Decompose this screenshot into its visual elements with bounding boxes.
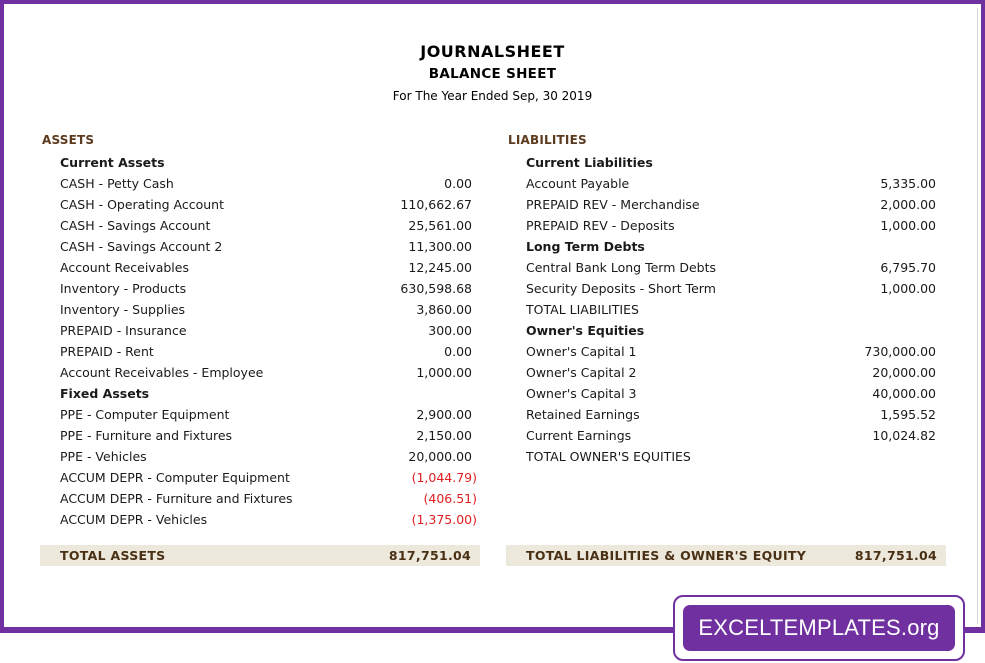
assets-section-title: ASSETS (42, 133, 95, 147)
line-item-amount: 0.00 (444, 344, 472, 359)
report-period: For The Year Ended Sep, 30 2019 (392, 89, 593, 103)
line-item-amount: 1,000.00 (880, 218, 936, 233)
brand-badge-text: EXCELTEMPLATES.org (683, 605, 955, 651)
line-item-label: Security Deposits - Short Term (526, 281, 716, 296)
line-item-row (508, 173, 944, 194)
line-item-label: CASH - Savings Account 2 (60, 239, 223, 254)
line-item-amount: 730,000.00 (864, 344, 936, 359)
line-item-row (42, 488, 480, 509)
line-item-amount: 2,000.00 (880, 197, 936, 212)
total-liabilities-equity-amount: 817,751.04 (854, 548, 937, 563)
line-item-label: TOTAL OWNER'S EQUITIES (526, 449, 691, 464)
line-item-amount: 2,150.00 (416, 428, 472, 443)
line-item-label: ACCUM DEPR - Computer Equipment (60, 470, 290, 485)
line-item-amount: 12,245.00 (408, 260, 472, 275)
line-item-row (42, 509, 480, 530)
total-liabilities-equity-label: TOTAL LIABILITIES & OWNER'S EQUITY (526, 548, 807, 563)
line-item-amount: 0.00 (444, 176, 472, 191)
line-item-label: Current Assets (60, 155, 165, 170)
company-title: JOURNALSHEET (420, 42, 565, 61)
line-item-label: Owner's Equities (526, 323, 645, 338)
line-item-label: ACCUM DEPR - Vehicles (60, 512, 208, 527)
line-item-row (42, 446, 480, 467)
line-item-label: Owner's Capital 3 (526, 386, 637, 401)
subsection-heading (42, 152, 480, 173)
line-item-row (508, 215, 944, 236)
line-item-amount: 1,000.00 (416, 365, 472, 380)
line-item-row (508, 425, 944, 446)
line-item-amount: 300.00 (428, 323, 472, 338)
report-title: BALANCE SHEET (428, 66, 557, 82)
brand-badge (673, 595, 965, 661)
line-item-label: PREPAID - Rent (60, 344, 154, 359)
line-item-row (508, 446, 944, 467)
line-item-row (508, 362, 944, 383)
liabilities-column (508, 131, 944, 467)
line-item-amount: 20,000.00 (872, 365, 936, 380)
line-item-row (42, 278, 480, 299)
line-item-row (42, 257, 480, 278)
line-item-label: Inventory - Supplies (60, 302, 186, 317)
line-item-label: CASH - Savings Account (60, 218, 211, 233)
line-item-amount: 1,595.52 (880, 407, 936, 422)
line-item-label: PREPAID REV - Deposits (526, 218, 675, 233)
total-assets-row (40, 545, 480, 566)
total-liabilities-equity-row (506, 545, 946, 566)
line-item-row (42, 173, 480, 194)
line-item-label: Current Earnings (526, 428, 632, 443)
line-item-label: PPE - Computer Equipment (60, 407, 230, 422)
line-item-label: Owner's Capital 2 (526, 365, 637, 380)
line-item-amount: 10,024.82 (872, 428, 936, 443)
line-item-label: PPE - Furniture and Fixtures (60, 428, 233, 443)
line-item-label: PREPAID REV - Merchandise (526, 197, 700, 212)
line-item-label: Fixed Assets (60, 386, 150, 401)
subsection-heading (508, 320, 944, 341)
line-item-amount: 11,300.00 (408, 239, 472, 254)
line-item-amount: 630,598.68 (400, 281, 472, 296)
assets-column (42, 131, 480, 530)
line-item-row (508, 383, 944, 404)
line-item-label: CASH - Operating Account (60, 197, 225, 212)
line-item-label: PPE - Vehicles (60, 449, 147, 464)
total-assets-label: TOTAL ASSETS (60, 548, 166, 563)
total-assets-amount: 817,751.04 (388, 548, 471, 563)
line-item-amount: 1,000.00 (880, 281, 936, 296)
line-item-label: Long Term Debts (526, 239, 645, 254)
line-item-label: Account Receivables (60, 260, 189, 275)
line-item-label: Account Receivables - Employee (60, 365, 264, 380)
line-item-row (508, 404, 944, 425)
line-item-label: Central Bank Long Term Debts (526, 260, 717, 275)
line-item-amount: 110,662.67 (400, 197, 472, 212)
line-item-amount: 2,900.00 (416, 407, 472, 422)
line-item-amount: (406.51) (423, 491, 477, 506)
line-item-row (42, 362, 480, 383)
line-item-label: Inventory - Products (60, 281, 187, 296)
line-item-row (42, 404, 480, 425)
line-item-row (42, 194, 480, 215)
liabilities-rows (508, 152, 944, 467)
line-item-amount: (1,375.00) (411, 512, 477, 527)
line-item-amount: 25,561.00 (408, 218, 472, 233)
line-item-row (42, 467, 480, 488)
line-item-label: Current Liabilities (526, 155, 653, 170)
liabilities-section-title: LIABILITIES (508, 133, 587, 147)
line-item-amount: 5,335.00 (880, 176, 936, 191)
line-item-row (508, 278, 944, 299)
line-item-row (508, 341, 944, 362)
line-item-label: Owner's Capital 1 (526, 344, 637, 359)
line-item-label: Account Payable (526, 176, 630, 191)
line-item-row (42, 425, 480, 446)
line-item-row (42, 320, 480, 341)
line-item-label: ACCUM DEPR - Furniture and Fixtures (60, 491, 293, 506)
line-item-amount: 40,000.00 (872, 386, 936, 401)
line-item-label: CASH - Petty Cash (60, 176, 174, 191)
line-item-amount: 20,000.00 (408, 449, 472, 464)
line-item-amount: 3,860.00 (416, 302, 472, 317)
line-item-amount: 6,795.70 (880, 260, 936, 275)
line-item-row (42, 341, 480, 362)
line-item-row (42, 299, 480, 320)
line-item-label: Retained Earnings (526, 407, 640, 422)
line-item-label: TOTAL LIABILITIES (526, 302, 639, 317)
assets-rows (42, 152, 480, 530)
line-item-row (42, 215, 480, 236)
subsection-heading (42, 383, 480, 404)
line-item-label: PREPAID - Insurance (60, 323, 187, 338)
subsection-heading (508, 236, 944, 257)
line-item-amount: (1,044.79) (411, 470, 477, 485)
line-item-row (508, 194, 944, 215)
line-item-row (508, 299, 944, 320)
line-item-row (508, 257, 944, 278)
subsection-heading (508, 152, 944, 173)
line-item-row (42, 236, 480, 257)
